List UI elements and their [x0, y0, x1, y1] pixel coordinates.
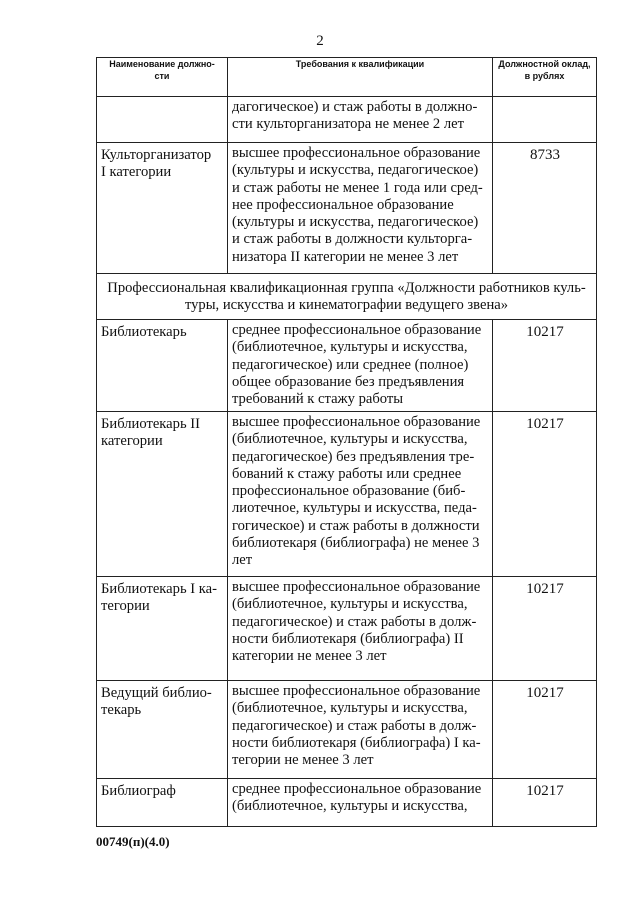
document-code: 00749(п)(4.0) [96, 834, 170, 849]
salary-cell [493, 97, 596, 101]
position-cell: Ведущий библио- текарь [101, 685, 212, 719]
header-requirements: Требования к квалификации [228, 58, 493, 97]
salary-cell: 10217 [526, 581, 564, 597]
group-title: Профессиональная квалификационная группа «Должности работников куль- туры, искусства и кинематографии ведущего звена» [107, 280, 586, 314]
table-row [97, 320, 597, 412]
salary-cell: 8733 [530, 147, 560, 163]
position-cell: Библиотекарь II категории [101, 416, 200, 450]
position-cell: Культорганизатор I категории [101, 147, 212, 181]
header-salary: Должностной оклад, в рублях [493, 58, 597, 97]
position-cell: Библиограф [101, 783, 176, 799]
salary-cell: 10217 [526, 783, 564, 799]
salary-cell: 10217 [526, 685, 564, 701]
table-row [97, 97, 597, 143]
table-row [97, 412, 597, 577]
table-row [97, 143, 597, 274]
table-row [97, 779, 597, 827]
position-cell [97, 97, 227, 101]
page-number: 2 [316, 33, 324, 49]
requirements-cell: дагогическое) и стаж работы в должно- сти культорганизатора не менее 2 лет [232, 99, 478, 133]
requirements-cell: высшее профессиональное образование (библиотечное, культуры и искусства, педагогическое) и стаж работы в долж- ности библиотекаря (библиографа) I ка- тегории не менее 3 лет [232, 683, 481, 769]
salary-cell: 10217 [526, 324, 564, 340]
position-cell: Библиотекарь I ка- тегории [101, 581, 217, 615]
requirements-cell: среднее профессиональное образование (библиотечное, культуры и искусства, [232, 781, 482, 815]
requirements-cell: высшее профессиональное образование (культуры и искусства, педагогическое) и стаж работы не менее 1 года или сред- нее профессиональное образование (культуры и искусства, педагогическое) и стаж работы в должности культорга- низатора II категории не менее 3 лет [232, 145, 483, 265]
position-cell: Библиотекарь [101, 324, 187, 340]
requirements-cell: высшее профессиональное образование (библиотечное, культуры и искусства, педагогическое) без предъявления тре- бований к стажу работы или среднее профессиональное образование (биб- лиотечное, культуры и искусства, педа- гогическое) и стаж работы в должности библиотекаря (библиографа) не менее 3 лет [232, 414, 481, 569]
salary-cell: 10217 [526, 416, 564, 432]
table-header-row [97, 58, 597, 97]
table-row [97, 577, 597, 681]
group-title-row [97, 274, 597, 320]
requirements-cell: среднее профессиональное образование (библиотечное, культуры и искусства, педагогическое) или среднее (полное) общее образование без предъявления требований к стажу работы [232, 322, 482, 408]
header-position: Наименование должно- сти [97, 58, 228, 97]
table-row [97, 681, 597, 779]
qualification-table [96, 57, 597, 827]
requirements-cell: высшее профессиональное образование (библиотечное, культуры и искусства, педагогическое) и стаж работы в долж- ности библиотекаря (библиографа) II категории не менее 3 лет [232, 579, 481, 665]
